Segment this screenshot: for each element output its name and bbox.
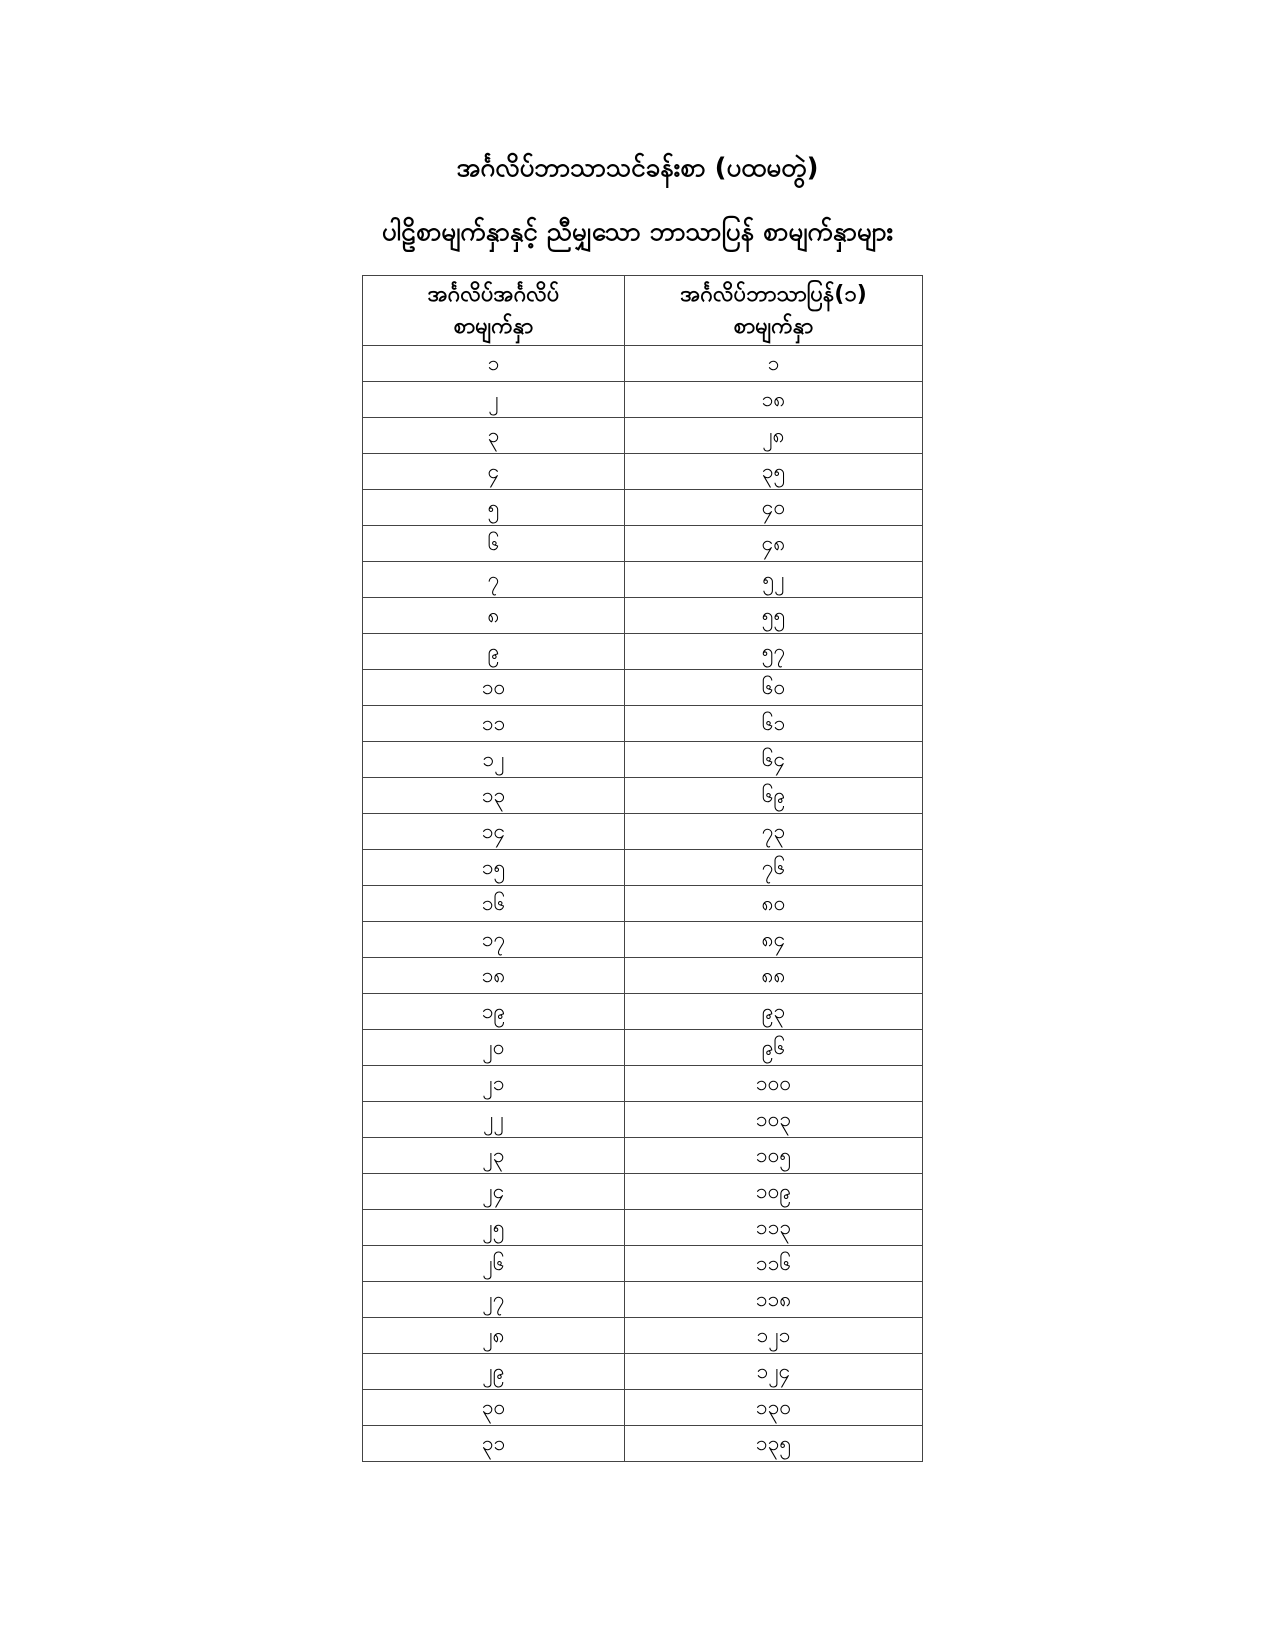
cell-translation-page: ၂၈ — [625, 418, 923, 454]
table-header-row — [363, 276, 923, 346]
cell-translation-page: ၁၁၃ — [625, 1210, 923, 1246]
cell-original-page: ၂၀ — [363, 1030, 625, 1066]
cell-translation-page: ၉၆ — [625, 1030, 923, 1066]
cell-translation-page: ၇၃ — [625, 814, 923, 850]
cell-translation-page: ၃၅ — [625, 454, 923, 490]
column-header-line: အင်္ဂလိပ်အင်္ဂလိပ် — [427, 281, 560, 307]
table-row — [363, 994, 923, 1030]
table-row — [363, 598, 923, 634]
table-row — [363, 670, 923, 706]
cell-translation-page: ၆၁ — [625, 706, 923, 742]
cell-translation-page: ၁၃၀ — [625, 1390, 923, 1426]
table-row — [363, 562, 923, 598]
column-header-translation-page — [625, 276, 923, 346]
cell-original-page: ၁၇ — [363, 922, 625, 958]
cell-translation-page: ၅၇ — [625, 634, 923, 670]
cell-translation-page: ၁၁၆ — [625, 1246, 923, 1282]
table-row — [363, 1210, 923, 1246]
cell-translation-page: ၁၈ — [625, 382, 923, 418]
table-row — [363, 958, 923, 994]
cell-original-page: ၇ — [363, 562, 625, 598]
cell-original-page: ၆ — [363, 526, 625, 562]
column-header-line: အင်္ဂလိပ်ဘာသာပြန်(၁) — [680, 281, 867, 307]
cell-original-page: ၄ — [363, 454, 625, 490]
cell-translation-page: ၁ — [625, 346, 923, 382]
table-row — [363, 490, 923, 526]
cell-original-page: ၂၃ — [363, 1138, 625, 1174]
cell-translation-page: ၄၈ — [625, 526, 923, 562]
cell-original-page: ၈ — [363, 598, 625, 634]
cell-translation-page: ၁၁၈ — [625, 1282, 923, 1318]
cell-original-page: ၂၄ — [363, 1174, 625, 1210]
table-body — [363, 346, 923, 1462]
cell-original-page: ၂၂ — [363, 1102, 625, 1138]
cell-original-page: ၁၉ — [363, 994, 625, 1030]
cell-original-page: ၂၅ — [363, 1210, 625, 1246]
cell-original-page: ၁၁ — [363, 706, 625, 742]
cell-original-page: ၂၉ — [363, 1354, 625, 1390]
table-row — [363, 1174, 923, 1210]
cell-translation-page: ၆၉ — [625, 778, 923, 814]
cell-original-page: ၁၅ — [363, 850, 625, 886]
table-row — [363, 418, 923, 454]
table-row — [363, 454, 923, 490]
table-row — [363, 1354, 923, 1390]
cell-translation-page: ၄၀ — [625, 490, 923, 526]
table-row — [363, 1318, 923, 1354]
cell-original-page: ၃ — [363, 418, 625, 454]
table-row — [363, 1390, 923, 1426]
table-row — [363, 1426, 923, 1462]
page-title: အင်္ဂလိပ်ဘာသာသင်ခန်းစာ (ပထမတွဲ) — [456, 153, 819, 183]
cell-original-page: ၉ — [363, 634, 625, 670]
page-subtitle: ပါဠိစာမျက်နှာနှင့် ညီမျှသော ဘာသာပြန် စာမျက်နှာများ — [381, 217, 894, 247]
cell-translation-page: ၅၅ — [625, 598, 923, 634]
cell-translation-page: ၁၀၉ — [625, 1174, 923, 1210]
cell-translation-page: ၁၂၁ — [625, 1318, 923, 1354]
cell-original-page: ၅ — [363, 490, 625, 526]
cell-translation-page: ၁၀၅ — [625, 1138, 923, 1174]
cell-original-page: ၁၆ — [363, 886, 625, 922]
cell-original-page: ၂ — [363, 382, 625, 418]
cell-original-page: ၂၇ — [363, 1282, 625, 1318]
page-reference-table — [362, 275, 923, 1462]
cell-original-page: ၃၀ — [363, 1390, 625, 1426]
cell-original-page: ၃၁ — [363, 1426, 625, 1462]
table-header — [363, 276, 923, 346]
cell-translation-page: ၆၄ — [625, 742, 923, 778]
cell-original-page: ၁၄ — [363, 814, 625, 850]
column-header-line: စာမျက်နှာ — [453, 313, 534, 339]
table-row — [363, 346, 923, 382]
cell-translation-page: ၆၀ — [625, 670, 923, 706]
table-row — [363, 382, 923, 418]
cell-translation-page: ၁၃၅ — [625, 1426, 923, 1462]
cell-original-page: ၁၈ — [363, 958, 625, 994]
table-row — [363, 1282, 923, 1318]
cell-translation-page: ၈၀ — [625, 886, 923, 922]
table-row — [363, 814, 923, 850]
cell-original-page: ၁၂ — [363, 742, 625, 778]
cell-original-page: ၁၀ — [363, 670, 625, 706]
cell-translation-page: ၁၂၄ — [625, 1354, 923, 1390]
cell-original-page: ၁၃ — [363, 778, 625, 814]
cell-translation-page: ၉၃ — [625, 994, 923, 1030]
column-header-line: စာမျက်နှာ — [733, 313, 814, 339]
table-row — [363, 526, 923, 562]
cell-original-page: ၂၆ — [363, 1246, 625, 1282]
cell-original-page: ၁ — [363, 346, 625, 382]
table-row — [363, 634, 923, 670]
table-row — [363, 1030, 923, 1066]
cell-original-page: ၂၈ — [363, 1318, 625, 1354]
cell-translation-page: ၈၄ — [625, 922, 923, 958]
table-row — [363, 1102, 923, 1138]
column-header-original-page — [363, 276, 625, 346]
table-row — [363, 778, 923, 814]
table-row — [363, 1138, 923, 1174]
table-row — [363, 922, 923, 958]
table-row — [363, 742, 923, 778]
cell-translation-page: ၁၀၀ — [625, 1066, 923, 1102]
table-row — [363, 706, 923, 742]
cell-translation-page: ၅၂ — [625, 562, 923, 598]
table-row — [363, 1246, 923, 1282]
cell-translation-page: ၇၆ — [625, 850, 923, 886]
cell-translation-page: ၁၀၃ — [625, 1102, 923, 1138]
table-row — [363, 886, 923, 922]
table-row — [363, 1066, 923, 1102]
table-row — [363, 850, 923, 886]
cell-translation-page: ၈၈ — [625, 958, 923, 994]
cell-original-page: ၂၁ — [363, 1066, 625, 1102]
